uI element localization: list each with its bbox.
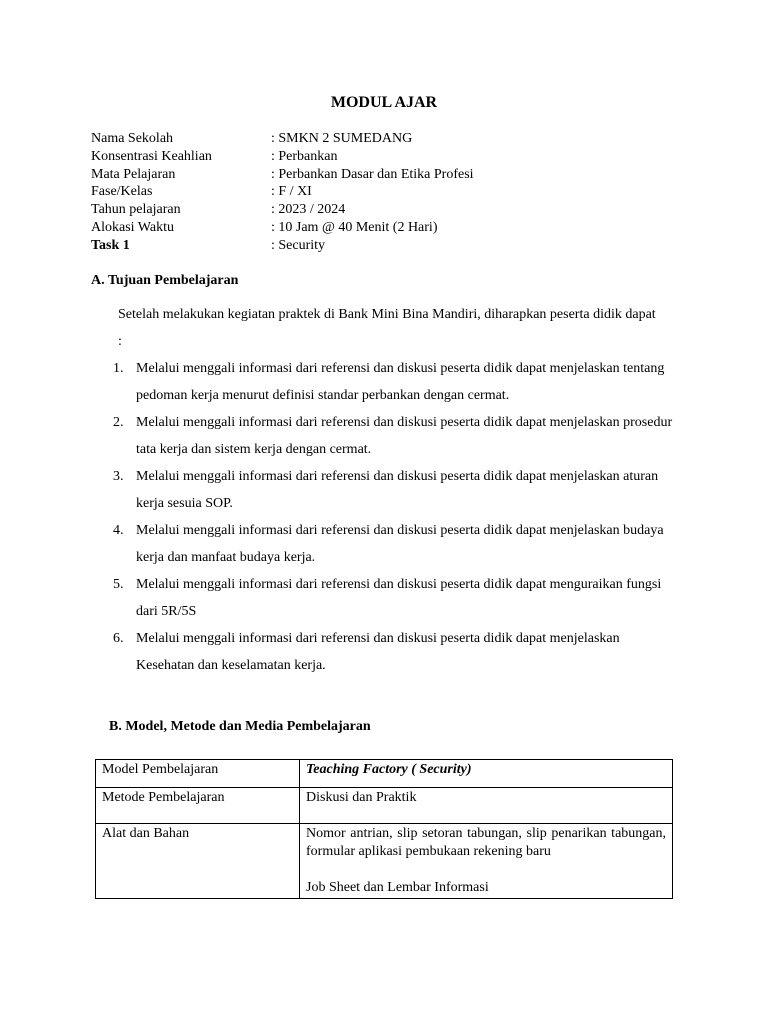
list-item: [113, 625, 673, 679]
info-label: Alokasi Waktu: [91, 219, 174, 235]
list-text: Melalui menggali informasi dari referensi dan diskusi peserta didik dapat menguraikan fungsi dari 5R/5S: [136, 577, 662, 619]
methods-table: [95, 759, 673, 899]
list-text: Melalui menggali informasi dari referensi dan diskusi peserta didik dapat menjelaskan Kesehatan dan keselamatan kerja.: [136, 631, 620, 673]
table-cell-label: Alat dan Bahan: [96, 824, 300, 899]
list-number: 1.: [113, 361, 124, 376]
list-text: Melalui menggali informasi dari referensi dan diskusi peserta didik dapat menjelaskan aturan kerja sesuia SOP.: [136, 469, 659, 511]
list-item: [113, 409, 673, 463]
info-value: : SMKN 2 SUMEDANG: [271, 131, 413, 146]
info-row-task: [91, 237, 691, 255]
info-label: Konsentrasi Keahlian: [91, 148, 212, 164]
table-cell-value: [300, 824, 673, 899]
section-a-intro: Setelah melakukan kegiatan praktek di Bank Mini Bina Mandiri, diharapkan peserta didik dapat :: [118, 307, 656, 349]
info-row-expertise: [91, 148, 691, 166]
list-text: Melalui menggali informasi dari referensi dan diskusi peserta didik dapat menjelaskan budaya kerja dan manfaat budaya kerja.: [136, 523, 664, 565]
table-cell-value: Teaching Factory ( Security): [300, 760, 673, 788]
list-number: 2.: [113, 415, 124, 430]
table-cell-label: Model Pembelajaran: [96, 760, 300, 788]
info-value: : Security: [271, 237, 326, 253]
document-title: MODUL AJAR: [330, 94, 438, 111]
info-row-time: [91, 219, 691, 237]
list-item: [113, 571, 673, 625]
list-item: [113, 463, 673, 517]
list-text: Melalui menggali informasi dari referensi dan diskusi peserta didik dapat menjelaskan prosedur tata kerja dan sistem kerja dengan cermat.: [136, 415, 673, 457]
table-cell-label: Metode Pembelajaran: [96, 788, 300, 824]
info-row-subject: [91, 166, 691, 184]
info-label: Nama Sekolah: [91, 131, 174, 146]
info-label: Fase/Kelas: [91, 184, 153, 200]
list-item: [113, 517, 673, 571]
table-row: [96, 788, 673, 824]
info-value: : 10 Jam @ 40 Menit (2 Hari): [271, 219, 438, 235]
info-row-school: [91, 130, 691, 148]
identity-block: [91, 130, 691, 255]
info-label: Tahun pelajaran: [91, 202, 181, 218]
materials-text: Nomor antrian, slip setoran tabungan, slip penarikan tabungan, formular aplikasi pembukaan rekening baru: [306, 826, 666, 859]
materials-text-2: Job Sheet dan Lembar Informasi: [306, 880, 489, 895]
table-cell-value: Diskusi dan Praktik: [300, 788, 673, 824]
info-value: : F / XI: [271, 184, 312, 200]
info-value: : Perbankan: [271, 148, 338, 164]
info-label: Mata Pelajaran: [91, 166, 176, 182]
info-value: : 2023 / 2024: [271, 202, 346, 218]
info-label: Task 1: [91, 237, 130, 253]
section-a-heading: A. Tujuan Pembelajaran: [91, 273, 239, 288]
info-row-year: [91, 201, 691, 219]
section-b-heading: B. Model, Metode dan Media Pembelajaran: [109, 719, 371, 734]
list-item: [113, 355, 673, 409]
info-row-phase: [91, 183, 691, 201]
table-row: [96, 824, 673, 899]
list-number: 4.: [113, 523, 124, 538]
info-value: : Perbankan Dasar dan Etika Profesi: [271, 166, 474, 182]
list-number: 3.: [113, 469, 124, 484]
table-row: [96, 760, 673, 788]
list-number: 6.: [113, 631, 124, 646]
list-number: 5.: [113, 577, 124, 592]
objectives-list: [113, 355, 673, 679]
list-text: Melalui menggali informasi dari referensi dan diskusi peserta didik dapat menjelaskan tentang pedoman kerja menurut definisi standar perbankan dengan cermat.: [136, 361, 665, 403]
